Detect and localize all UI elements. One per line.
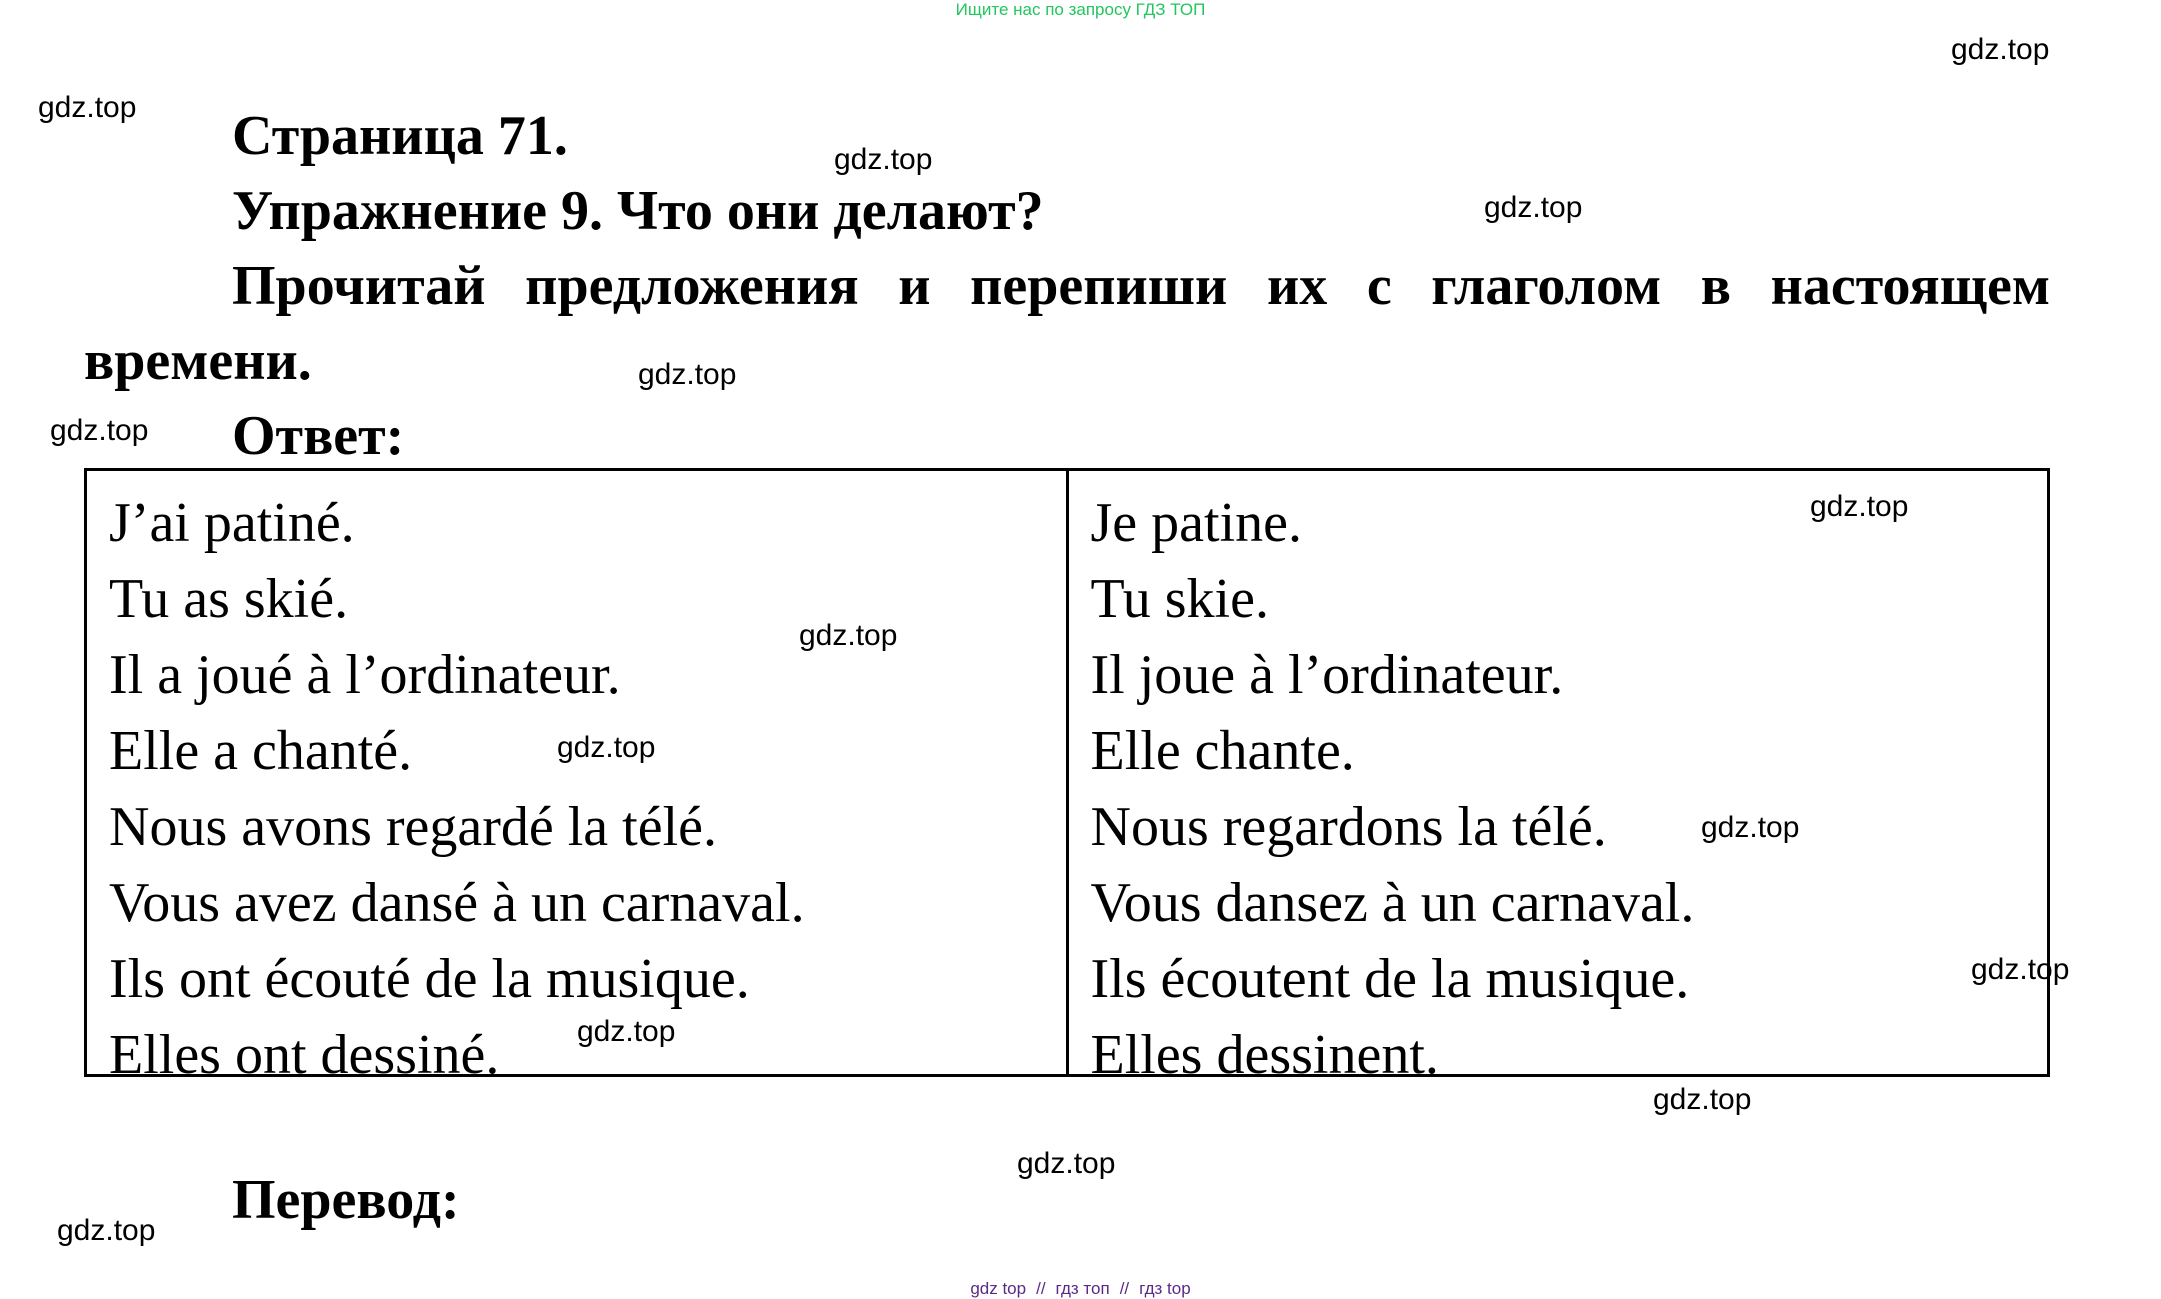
watermark: gdz.top xyxy=(1810,490,1909,523)
present-sentence: Elles dessinent. xyxy=(1090,1024,1439,1086)
present-sentence: Il joue à l’ordinateur. xyxy=(1090,644,1564,706)
watermark: gdz.top xyxy=(557,731,656,764)
past-sentence: Tu as skié. xyxy=(109,568,349,630)
watermark: gdz.top xyxy=(57,1214,156,1247)
watermark: gdz.top xyxy=(1951,33,2050,66)
present-sentence: Nous regardons la télé. xyxy=(1090,796,1607,858)
past-sentence: Ils ont écouté de la musique. xyxy=(109,948,750,1010)
past-tense-column xyxy=(87,471,1069,1086)
watermark: gdz.top xyxy=(1701,811,1800,844)
footer-link[interactable]: гдз топ xyxy=(1055,1279,1110,1298)
watermark: gdz.top xyxy=(38,91,137,124)
instruction-text: Прочитай предложения и перепиши их с глаголом в настоящем xyxy=(232,255,2050,317)
top-banner: Ищите нас по запросу ГДЗ ТОП xyxy=(955,0,1206,19)
present-sentence: Je patine. xyxy=(1090,492,1302,554)
watermark: gdz.top xyxy=(1484,191,1583,224)
past-sentence: J’ai patiné. xyxy=(109,492,355,554)
footer-link[interactable]: гдз top xyxy=(1139,1279,1191,1298)
present-sentence: Tu skie. xyxy=(1090,568,1269,630)
present-tense-column xyxy=(1069,471,2048,1086)
present-sentence: Elle chante. xyxy=(1090,720,1355,782)
translation-label: Перевод: xyxy=(232,1169,460,1231)
past-sentence: Elle a chanté. xyxy=(109,720,413,782)
watermark: gdz.top xyxy=(799,619,898,652)
exercise-title: Упражнение 9. Что они делают? xyxy=(232,180,1044,242)
watermark: gdz.top xyxy=(1653,1083,1752,1116)
footer-links xyxy=(0,1279,2161,1299)
present-sentence: Ils écoutent de la musique. xyxy=(1090,948,1690,1010)
watermark: gdz.top xyxy=(1017,1147,1116,1180)
watermark: gdz.top xyxy=(50,414,149,447)
past-sentence: Nous avons regardé la télé. xyxy=(109,796,717,858)
page-title: Страница 71. xyxy=(232,105,568,167)
past-sentence: Il a joué à l’ordinateur. xyxy=(109,644,621,706)
past-sentence: Elles ont dessiné. xyxy=(109,1024,500,1086)
watermark: gdz.top xyxy=(577,1015,676,1048)
footer-separator: // xyxy=(1119,1279,1130,1298)
present-sentence: Vous dansez à un carnaval. xyxy=(1090,872,1695,934)
answer-table xyxy=(84,468,2050,1086)
watermark: gdz.top xyxy=(1971,953,2070,986)
instruction-text-continuation: времени. xyxy=(84,330,312,392)
footer-separator: // xyxy=(1036,1279,1046,1298)
watermark: gdz.top xyxy=(638,358,737,391)
answer-label: Ответ: xyxy=(232,405,405,467)
footer-link[interactable]: gdz top xyxy=(970,1279,1027,1298)
past-sentence: Vous avez dansé à un carnaval. xyxy=(109,872,805,934)
watermark: gdz.top xyxy=(834,143,933,176)
